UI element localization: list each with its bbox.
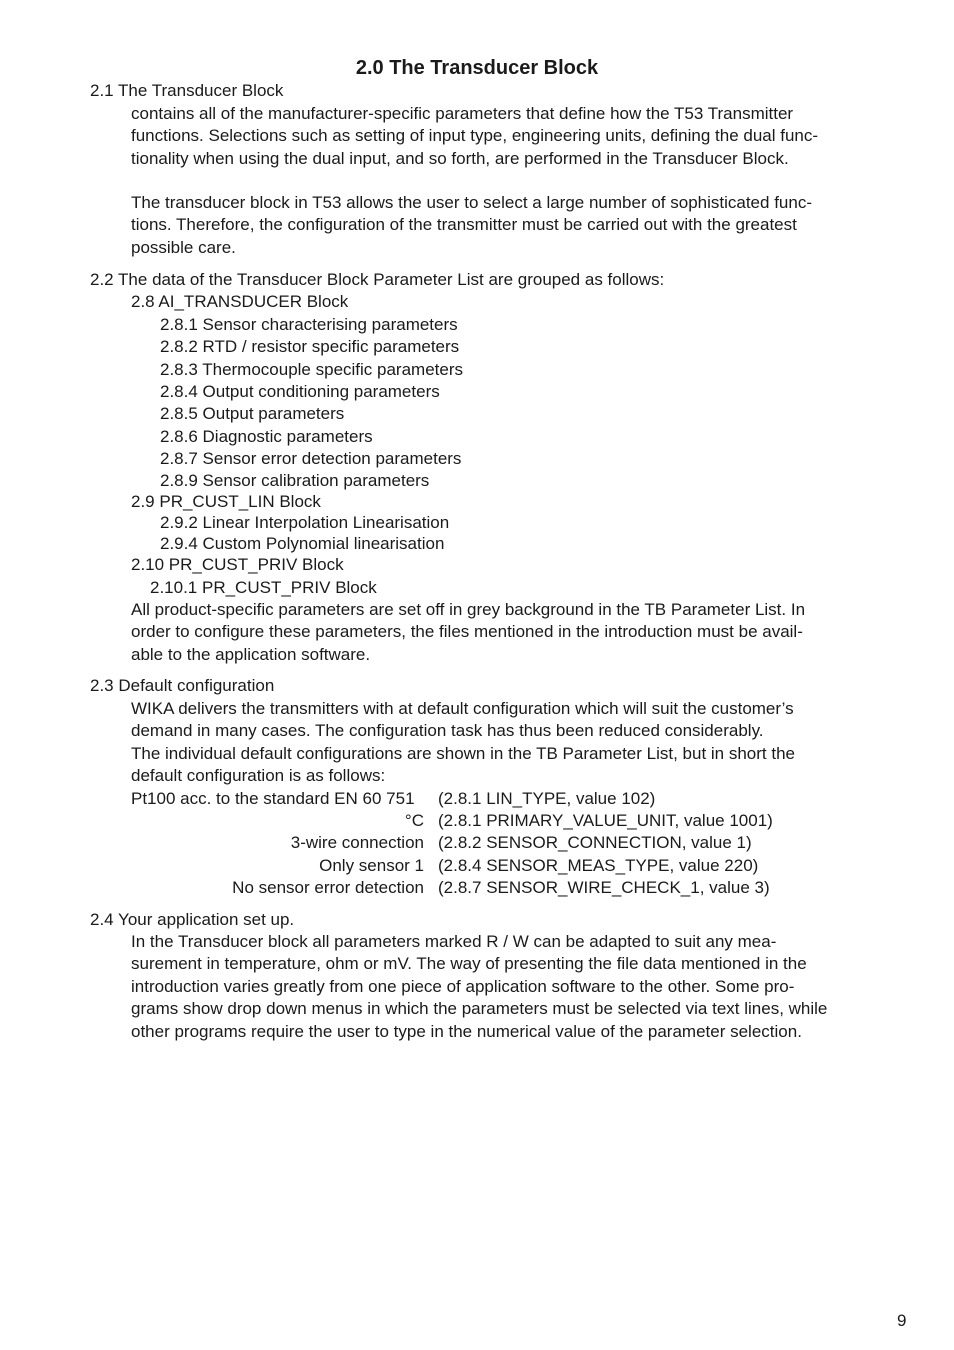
section-2-1-paragraph-2 bbox=[131, 192, 866, 259]
block-2-9-heading: 2.9 PR_CUST_LIN Block bbox=[131, 492, 321, 511]
config-label: °C bbox=[404, 811, 424, 830]
section-2-4-heading: 2.4 Your application set up. bbox=[90, 910, 295, 929]
block-2-10-heading: 2.10 PR_CUST_PRIV Block bbox=[131, 555, 344, 574]
list-item: 2.9.2 Linear Interpolation Linearisation bbox=[160, 513, 450, 532]
text-line: able to the application software. bbox=[131, 644, 371, 664]
text-line: All product-specific parameters are set off in grey background in the TB Parameter List. In bbox=[131, 600, 806, 619]
list-item: 2.10.1 PR_CUST_PRIV Block bbox=[150, 578, 377, 597]
config-value: (2.8.2 SENSOR_CONNECTION, value 1) bbox=[438, 833, 752, 852]
config-value: (2.8.1 PRIMARY_VALUE_UNIT, value 1001) bbox=[438, 811, 773, 830]
list-item: 2.8.5 Output parameters bbox=[160, 404, 345, 423]
config-value: (2.8.1 LIN_TYPE, value 102) bbox=[438, 789, 656, 808]
list-item: 2.8.6 Diagnostic parameters bbox=[160, 427, 373, 446]
list-item: 2.8.7 Sensor error detection parameters bbox=[160, 449, 462, 468]
config-value: (2.8.4 SENSOR_MEAS_TYPE, value 220) bbox=[438, 856, 759, 875]
section-2-3-paragraph bbox=[131, 698, 866, 788]
section-2-1-heading: 2.1 The Transducer Block bbox=[90, 81, 284, 100]
text-line: other programs require the user to type in the numerical value of the parameter selection. bbox=[131, 1021, 802, 1041]
config-label: No sensor error detection bbox=[232, 878, 424, 897]
text-line: functions. Selections such as setting of input type, engineering units, defining the dual func- bbox=[131, 126, 819, 146]
list-item: 2.9.4 Custom Polynomial linearisation bbox=[160, 534, 445, 553]
section-2-3-heading: 2.3 Default configuration bbox=[90, 676, 275, 695]
config-label: 3-wire connection bbox=[290, 833, 424, 852]
text-line: possible care. bbox=[131, 237, 236, 257]
config-label: Pt100 acc. to the standard EN 60 751 bbox=[131, 789, 415, 808]
section-2-4-paragraph bbox=[131, 931, 866, 1043]
config-label: Only sensor 1 bbox=[319, 856, 424, 875]
list-item: 2.8.9 Sensor calibration parameters bbox=[160, 471, 430, 490]
text-line: The transducer block in T53 allows the user to select a large number of sophisticated func- bbox=[131, 193, 812, 212]
section-2-2-heading: 2.2 The data of the Transducer Block Parameter List are grouped as follows: bbox=[90, 270, 665, 289]
text-line: In the Transducer block all parameters marked R / W can be adapted to suit any mea- bbox=[131, 932, 777, 951]
page-number: 9 bbox=[897, 1311, 907, 1330]
text-line: introduction varies greatly from one piece of application software to the other. Some pro- bbox=[131, 976, 795, 996]
text-line: The individual default configurations are shown in the TB Parameter List, but in short the bbox=[131, 743, 796, 763]
list-item: 2.8.2 RTD / resistor specific parameters bbox=[160, 337, 460, 356]
text-line: WIKA delivers the transmitters with at default configuration which will suit the customer’s bbox=[131, 699, 794, 718]
section-2-2-note bbox=[131, 599, 866, 666]
text-line: grams show drop down menus in which the parameters must be selected via text lines, while bbox=[131, 999, 828, 1019]
list-item: 2.8.3 Thermocouple specific parameters bbox=[160, 360, 464, 379]
text-line: demand in many cases. The configuration task has thus been reduced considerably. bbox=[131, 721, 764, 741]
list-item: 2.8.1 Sensor characterising parameters bbox=[160, 315, 458, 334]
text-line: tionality when using the dual input, and so forth, are performed in the Transducer Block. bbox=[131, 148, 789, 168]
text-line: default configuration is as follows: bbox=[131, 766, 386, 786]
list-item: 2.8.4 Output conditioning parameters bbox=[160, 382, 440, 401]
block-2-8-heading: 2.8 AI_TRANSDUCER Block bbox=[131, 292, 349, 311]
text-line: surement in temperature, ohm or mV. The way of presenting the file data mentioned in the bbox=[131, 954, 807, 974]
config-value: (2.8.7 SENSOR_WIRE_CHECK_1, value 3) bbox=[438, 878, 770, 897]
text-line: order to configure these parameters, the files mentioned in the introduction must be avail- bbox=[131, 622, 803, 642]
text-line: tions. Therefore, the configuration of the transmitter must be carried out with the greatest bbox=[131, 215, 797, 235]
section-2-1-paragraph-1 bbox=[131, 103, 866, 170]
page-title: 2.0 The Transducer Block bbox=[355, 57, 599, 79]
text-line: contains all of the manufacturer-specific parameters that define how the T53 Transmitter bbox=[131, 104, 794, 123]
